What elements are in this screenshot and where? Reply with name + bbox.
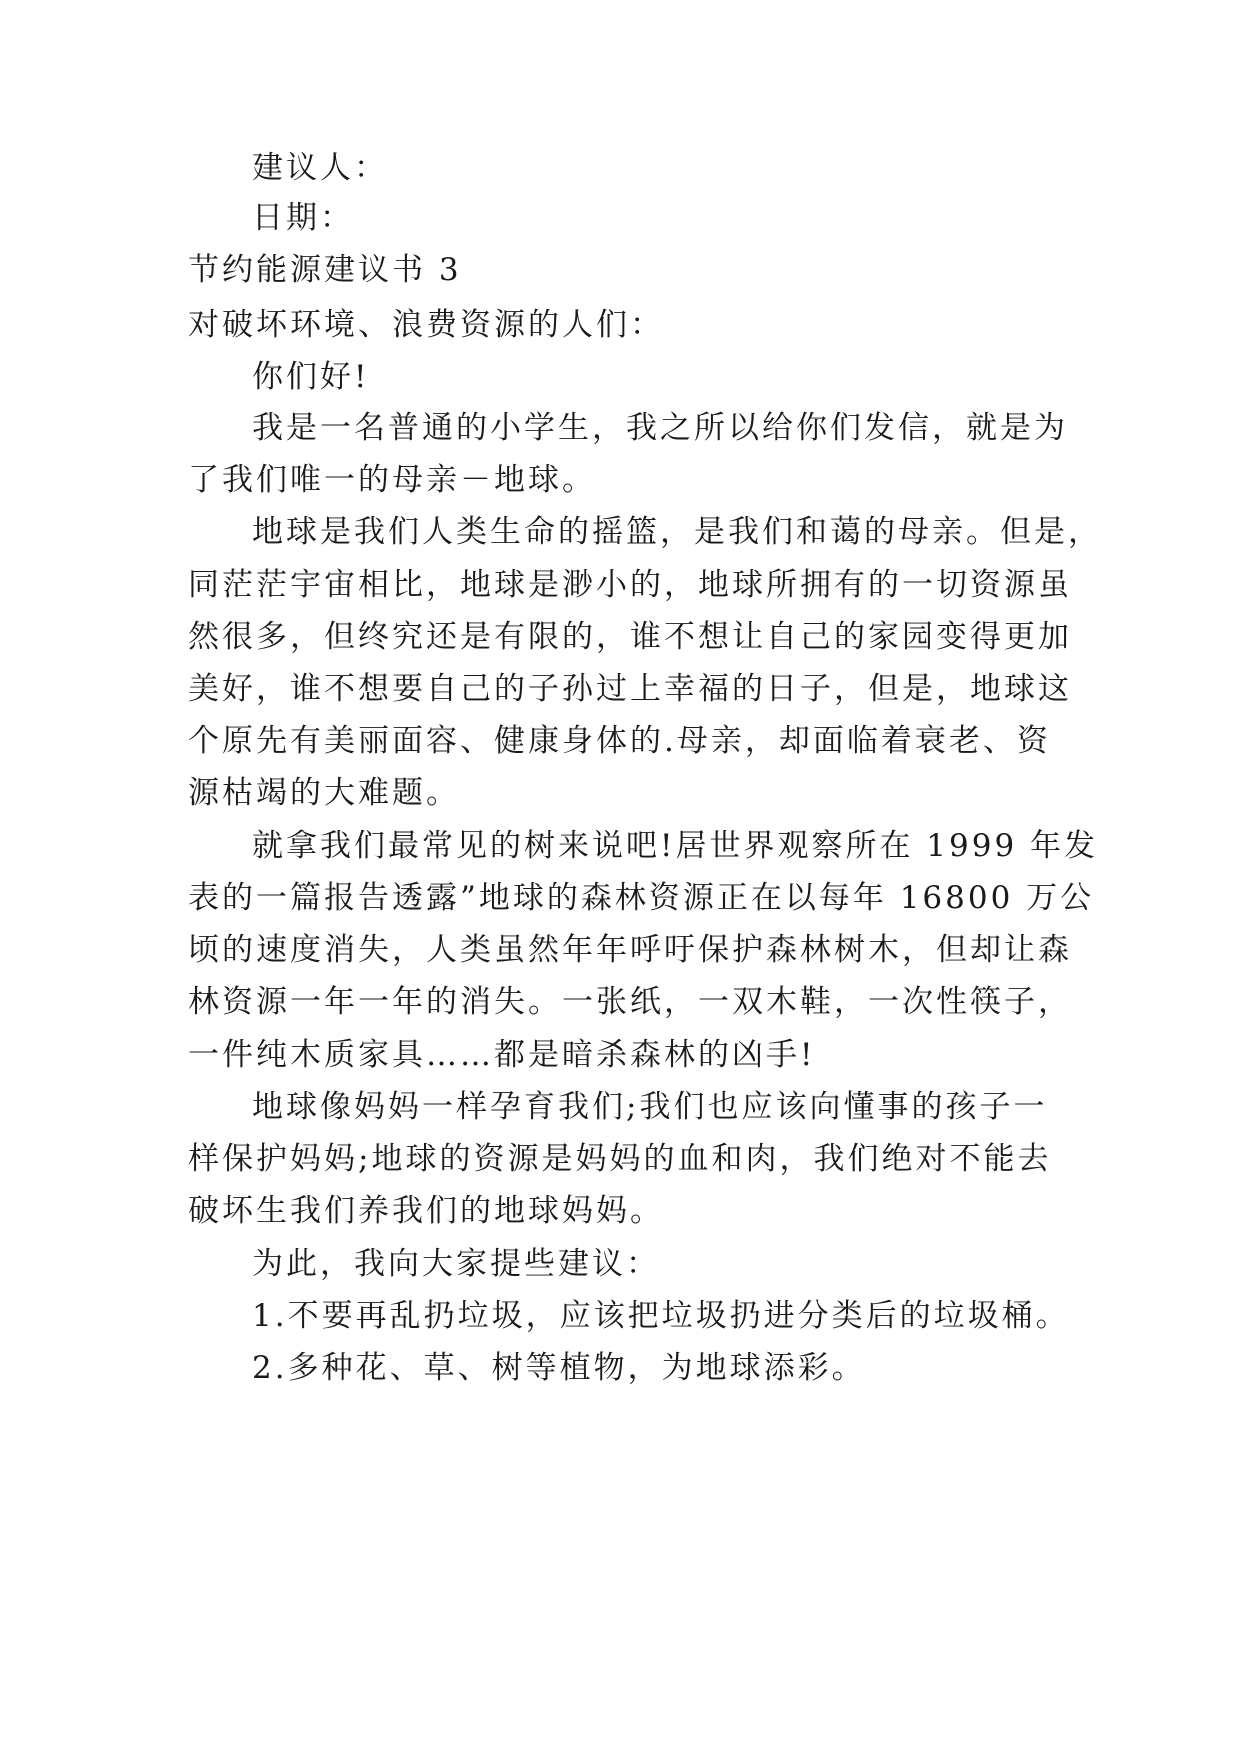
paragraph-line: 美好，谁不想要自己的子孙过上幸福的日子，但是，地球这 <box>188 671 1072 707</box>
paragraph-line: 我是一名普通的小学生，我之所以给你们发信，就是为 <box>252 410 1068 446</box>
proposer-label: 建议人： <box>252 150 388 186</box>
suggestion-item: 1.不要再乱扔垃圾，应该把垃圾扔进分类后的垃圾桶。 <box>252 1298 1070 1334</box>
section-title: 节约能源建议书 3 <box>188 252 462 288</box>
paragraph-line: 破坏生我们养我们的地球妈妈。 <box>188 1193 664 1229</box>
paragraph-line: 一件纯木质家具……都是暗杀森林的凶手! <box>188 1037 816 1073</box>
suggestion-item: 2.多种花、草、树等植物，为地球添彩。 <box>252 1350 866 1386</box>
paragraph-line: 源枯竭的大难题。 <box>188 775 460 811</box>
paragraph-line: 个原先有美丽面容、健康身体的.母亲，却面临着衰老、资 <box>188 723 1051 759</box>
paragraph-line: 为此，我向大家提些建议： <box>252 1246 660 1282</box>
salutation: 对破坏环境、浪费资源的人们： <box>188 307 664 343</box>
paragraph-line: 了我们唯一的母亲－地球。 <box>188 462 596 498</box>
paragraph-line: 林资源一年一年的消失。一张纸，一双木鞋，一次性筷子， <box>188 984 1072 1020</box>
paragraph-line: 然很多，但终究还是有限的，谁不想让自己的家园变得更加 <box>188 619 1072 655</box>
date-label: 日期： <box>252 200 354 236</box>
paragraph-line: 同茫茫宇宙相比，地球是渺小的，地球所拥有的一切资源虽 <box>188 567 1072 603</box>
paragraph-line: 表的一篇报告透露”地球的森林资源正在以每年 16800 万公 <box>188 880 1095 916</box>
greeting: 你们好! <box>252 359 370 395</box>
paragraph-line: 顷的速度消失，人类虽然年年呼吁保护森林树木，但却让森 <box>188 932 1072 968</box>
paragraph-line: 地球是我们人类生命的摇篮，是我们和蔼的母亲。但是， <box>252 514 1102 550</box>
paragraph-line: 样保护妈妈;地球的资源是妈妈的血和肉，我们绝对不能去 <box>188 1141 1052 1177</box>
paragraph-line: 地球像妈妈一样孕育我们;我们也应该向懂事的孩子一 <box>252 1089 1048 1125</box>
paragraph-line: 就拿我们最常见的树来说吧!居世界观察所在 1999 年发 <box>252 828 1099 864</box>
